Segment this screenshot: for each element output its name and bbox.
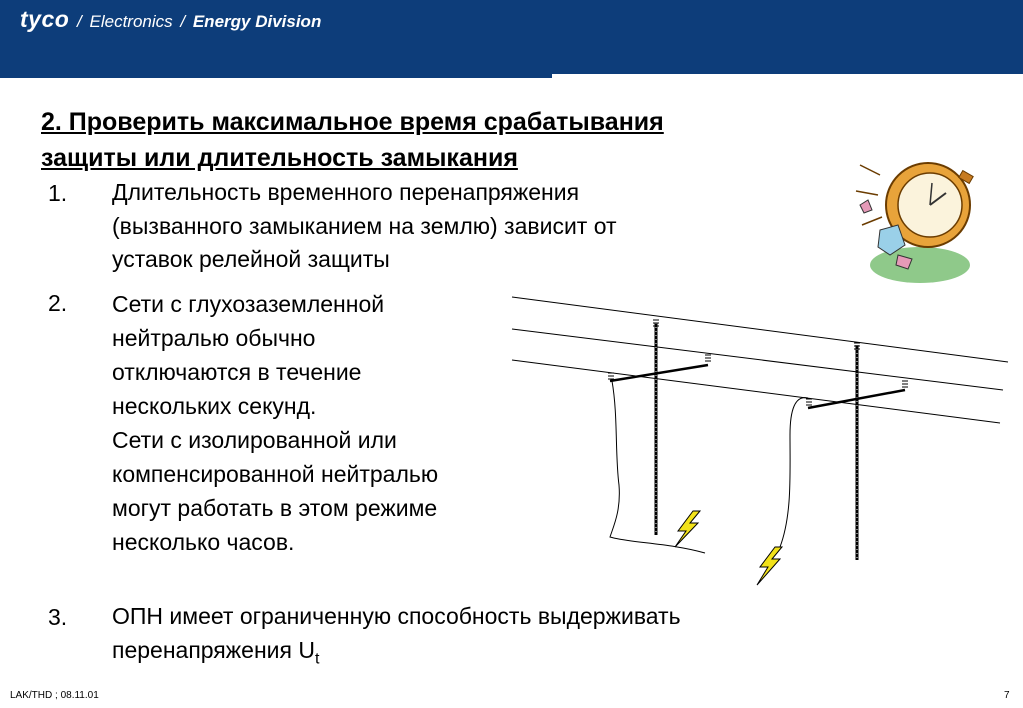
slide-title-line-2: защиты или длительность замыкания xyxy=(41,144,518,172)
header-bar xyxy=(0,0,1023,78)
item-2-line: отключаются в течение xyxy=(112,359,362,385)
item-3-line xyxy=(112,634,932,676)
clock-clipart xyxy=(850,155,990,290)
item-3-text xyxy=(112,600,932,676)
scrap-shape xyxy=(860,200,872,213)
page-number: 7 xyxy=(1004,690,1010,701)
item-3-line-text: перенапряжения U xyxy=(112,636,315,663)
brand-logo xyxy=(20,6,321,33)
lightning-icon xyxy=(757,547,782,585)
pole-1 xyxy=(608,320,711,553)
grass-patch xyxy=(870,247,970,283)
item-1-line: уставок релейной защиты xyxy=(112,246,390,272)
item-3-number: 3. xyxy=(48,604,68,630)
item-3-line: ОПН имеет ограниченную способность выдерживать xyxy=(112,603,681,629)
item-2-number: 2. xyxy=(48,290,68,316)
header-stripe xyxy=(552,74,1023,78)
item-1-text xyxy=(112,176,832,277)
slide-title-line-1: 2. Проверить максимальное время срабатывания xyxy=(41,108,664,136)
item-3-subscript: t xyxy=(314,650,320,668)
item-2-line: могут работать в этом режиме xyxy=(112,495,438,521)
item-2-line: нескольких секунд. xyxy=(112,393,317,419)
conductor-line xyxy=(512,297,1008,362)
brand-separator-1: / xyxy=(77,12,82,31)
brand-name: tyco xyxy=(20,6,70,32)
brand-separator-2: / xyxy=(180,12,186,31)
conductor-line xyxy=(512,360,1000,423)
brand-part-division: Energy Division xyxy=(192,12,322,31)
item-1-line: (вызванного замыканием на землю) зависит от xyxy=(112,212,617,239)
item-2-line: компенсированной нейтралью xyxy=(112,461,439,487)
clock-icon xyxy=(856,163,973,247)
item-2-line: Сети с изолированной или xyxy=(112,427,397,453)
item-1-number: 1. xyxy=(48,180,68,206)
item-2-text xyxy=(112,287,562,559)
item-1-line: Длительность временного перенапряжения xyxy=(112,179,580,205)
item-2-line: несколько часов. xyxy=(112,529,295,555)
lightning-icon xyxy=(675,511,700,547)
footer-meta: LAK/THD ; 08.11.01 xyxy=(10,690,99,701)
conductor-line xyxy=(512,329,1003,390)
item-2-line: Сети с глухозаземленной xyxy=(112,291,385,317)
brand-part-electronics: Electronics xyxy=(89,12,173,31)
power-line-diagram xyxy=(500,285,1023,590)
item-2-line: нейтралью обычно xyxy=(112,325,316,351)
slide-title xyxy=(41,104,921,176)
